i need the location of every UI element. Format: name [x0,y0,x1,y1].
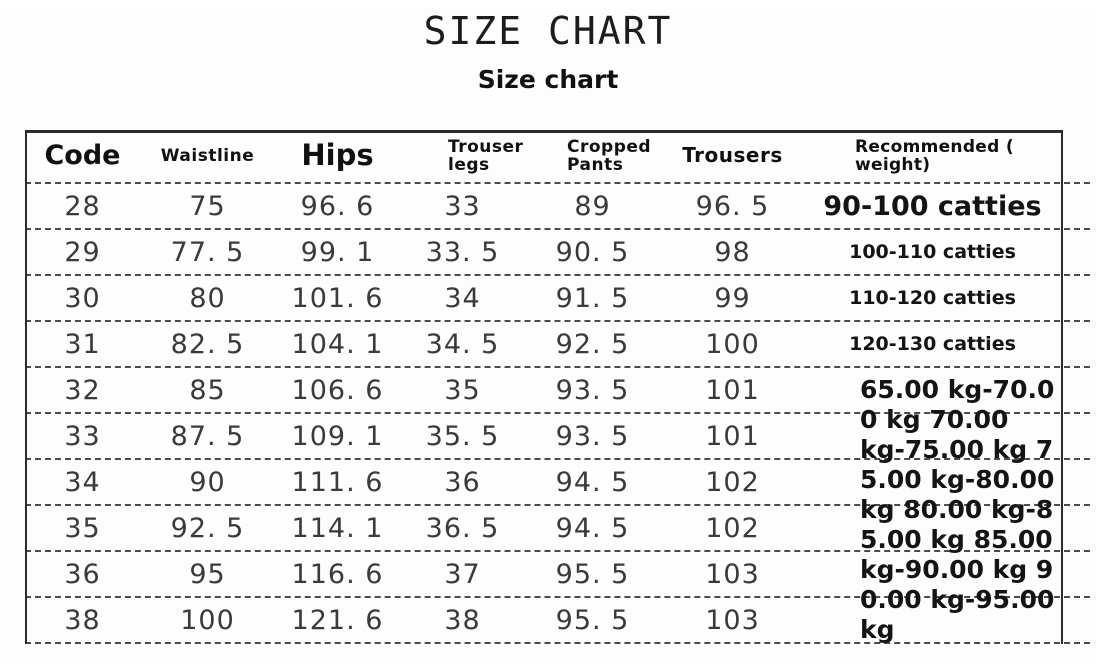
cell-waistline: 85 [189,374,226,406]
cell-cropped_pants: 90. 5 [555,236,630,268]
cell-hips: 101. 6 [291,282,384,314]
cell-hips: 96. 6 [300,190,375,222]
cell-trousers: 101 [705,420,760,452]
cell-code: 33 [64,420,101,452]
cell-waistline: 75 [189,190,226,222]
cell-trouser_legs: 36 [444,466,481,498]
cell-trouser_legs: 34 [444,282,481,314]
header-label-line: Trousers [682,143,783,168]
weight-line: kg 80.00 kg-8 [860,495,1054,524]
cell-code: 32 [64,374,101,406]
cell-cropped_pants: 95. 5 [555,604,630,636]
cell-cropped_pants: 91. 5 [555,282,630,314]
cell-trouser_legs: 38 [444,604,481,636]
weight-line: kg-90.00 kg 9 [860,555,1054,584]
cell-hips: 99. 1 [300,236,375,268]
table-row [25,230,1090,276]
size-table [25,130,1090,644]
header-cell-trouser_legs [400,138,525,175]
cell-waistline: 90 [189,466,226,498]
table-row [25,322,1090,368]
cell-trousers: 101 [705,374,760,406]
weight-line: 0.00 kg-95.00 [860,585,1055,614]
cell-code: 31 [64,328,101,360]
cell-waistline: 77. 5 [170,236,245,268]
cell-trouser_legs: 36. 5 [425,512,500,544]
cell-waistline: 95 [189,558,226,590]
cell-waistline: 100 [180,604,235,636]
cell-recommended: 90-100 catties [823,190,1042,222]
header-cell-recommended [805,138,1060,175]
page-subtitle: Size chart [477,65,619,94]
header-label-line: Code [44,140,121,172]
header-cell-hips [275,140,400,171]
cell-waistline: 80 [189,282,226,314]
cell-code: 29 [64,236,101,268]
cell-code: 30 [64,282,101,314]
cell-hips: 121. 6 [291,604,384,636]
cell-code: 38 [64,604,101,636]
header-label-line: Pants [567,155,624,175]
cell-code: 35 [64,512,101,544]
cell-cropped_pants: 89 [574,190,611,222]
cell-trousers: 102 [705,512,760,544]
cell-recommended: 120-130 catties [849,333,1016,355]
cell-hips: 114. 1 [291,512,384,544]
cell-cropped_pants: 92. 5 [555,328,630,360]
header-label-line: Waistline [160,145,255,166]
cell-trousers: 99 [714,282,751,314]
weight-line: 0 kg 70.00 [860,405,1009,434]
cell-trouser_legs: 37 [444,558,481,590]
cell-cropped_pants: 95. 5 [555,558,630,590]
header-label-line: weight) [855,155,931,175]
header-label-line: Hips [301,138,374,173]
cell-cropped_pants: 93. 5 [555,420,630,452]
cell-recommended: 100-110 catties [849,241,1016,263]
weight-line: kg [860,615,895,644]
cell-code: 28 [64,190,101,222]
cell-trouser_legs: 33. 5 [425,236,500,268]
cell-trousers: 100 [705,328,760,360]
header-label-line: Recommended ( [855,136,1014,157]
size-chart-page [0,8,1096,664]
cell-cropped_pants: 93. 5 [555,374,630,406]
cell-trouser_legs: 35. 5 [425,420,500,452]
recommended-weight-text [860,375,1085,645]
cell-trousers: 98 [714,236,751,268]
cell-waistline: 82. 5 [170,328,245,360]
header-label-line: legs [448,155,490,175]
cell-waistline: 87. 5 [170,420,245,452]
weight-line: 65.00 kg-70.0 [860,375,1055,404]
cell-hips: 104. 1 [291,328,384,360]
header-label-line: Cropped [567,136,652,157]
cell-trousers: 96. 5 [695,190,770,222]
cell-hips: 109. 1 [291,420,384,452]
weight-line: 5.00 kg 85.00 [860,525,1053,554]
weight-line: 5.00 kg-80.00 [860,465,1055,494]
cell-cropped_pants: 94. 5 [555,512,630,544]
page-title: SIZE CHART [423,9,673,53]
cell-trousers: 103 [705,604,760,636]
table-row [25,184,1090,230]
cell-code: 36 [64,558,101,590]
cell-recommended: 110-120 catties [849,287,1016,309]
header-cell-trousers [660,145,805,167]
cell-trouser_legs: 35 [444,374,481,406]
weight-line: kg-75.00 kg 7 [860,435,1054,464]
header-cell-cropped_pants [525,138,660,175]
header-cell-code [25,141,140,170]
cell-trousers: 102 [705,466,760,498]
cell-code: 34 [64,466,101,498]
cell-hips: 116. 6 [291,558,384,590]
cell-trouser_legs: 34. 5 [425,328,500,360]
cell-trousers: 103 [705,558,760,590]
cell-waistline: 92. 5 [170,512,245,544]
cell-cropped_pants: 94. 5 [555,466,630,498]
cell-trouser_legs: 33 [444,190,481,222]
header-row [25,130,1090,184]
cell-hips: 111. 6 [291,466,384,498]
header-label-line: Trouser [448,136,524,157]
table-row [25,276,1090,322]
header-cell-waistline [140,147,275,165]
cell-hips: 106. 6 [291,374,384,406]
